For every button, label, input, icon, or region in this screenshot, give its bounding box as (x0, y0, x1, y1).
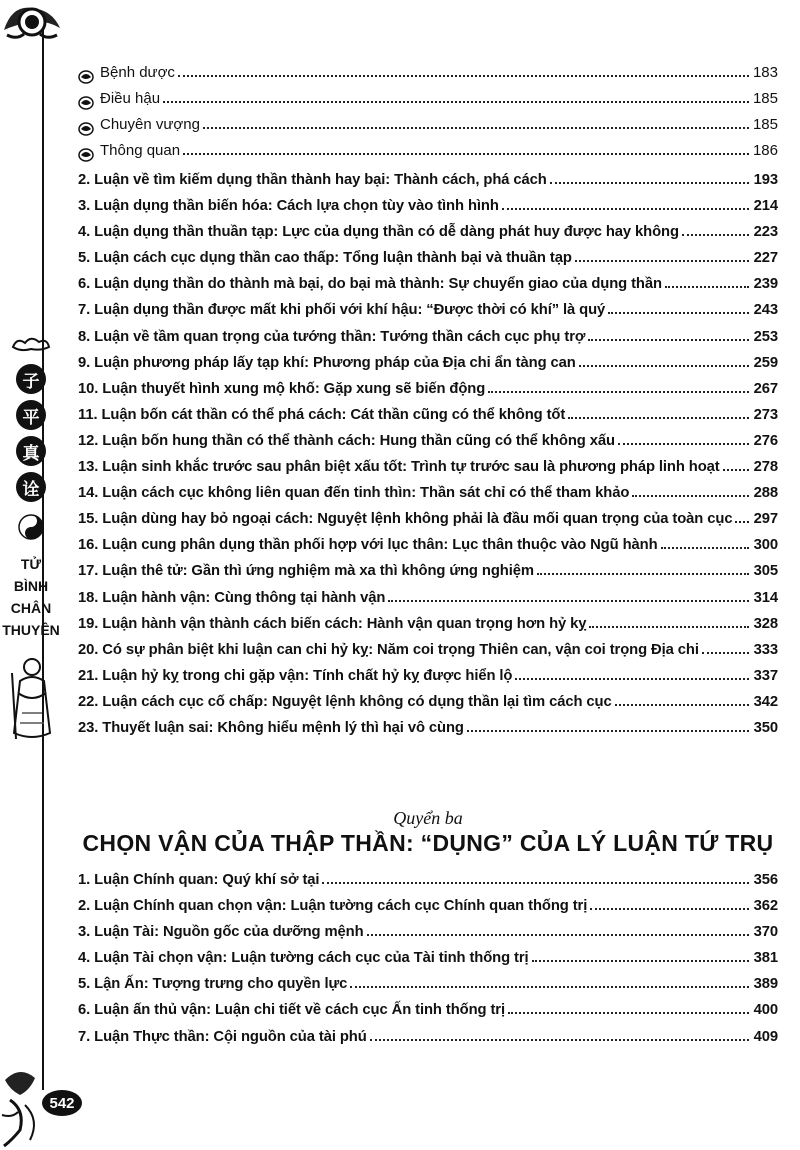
toc-entry-page: 267 (753, 380, 778, 397)
toc-entry-label: 17. Luận thê tử: Gần thì ứng nghiệm mà xa thì không ứng nghiệm (78, 563, 534, 580)
toc-entry-page: 350 (753, 719, 778, 736)
cloud-ornament-icon (11, 335, 51, 353)
toc-entry-page: 356 (753, 872, 778, 888)
dot-leader (537, 573, 749, 575)
toc-entry-page: 253 (753, 328, 778, 345)
toc-entry[interactable] (78, 276, 778, 302)
toc-entry[interactable] (78, 976, 778, 1002)
toc-entry-label: 7. Luận dụng thần được mất khi phối với khí hậu: “Được thời có khí” là quý (78, 302, 606, 319)
toc-entry[interactable] (78, 407, 778, 433)
toc-entry[interactable] (78, 250, 778, 276)
dot-leader (532, 960, 749, 962)
toc-part-entries (78, 872, 778, 1055)
toc-entry-page: 193 (753, 172, 778, 188)
toc-entry[interactable] (78, 924, 778, 950)
part-title: Quyển ba (393, 808, 463, 828)
dot-leader (615, 704, 749, 706)
toc-entry[interactable] (78, 355, 778, 381)
toc-entry-page: 223 (753, 224, 778, 241)
dot-leader (589, 626, 749, 628)
part-heading: CHỌN VẬN CỦA THẬP THẦN: “DỤNG” CỦA LÝ LUẬN TỨ TRỤ (82, 830, 774, 856)
toc-entry[interactable] (78, 302, 778, 328)
toc-entry-label: 6. Luận dụng thần do thành mà bại, do bại mà thành: Sự chuyển giao của dụng thần (78, 276, 662, 293)
toc-entry-label: 9. Luận phương pháp lấy tạp khí: Phương pháp của Địa chi ẩn tàng can (78, 354, 576, 371)
toc-entry-label: Chuyên vượng (100, 116, 200, 134)
toc-entry[interactable] (78, 720, 778, 746)
bullet-icon (78, 70, 94, 84)
dot-leader (488, 391, 749, 393)
side-char-3: 真 (16, 436, 46, 466)
toc-entry[interactable] (78, 329, 778, 355)
toc-entry[interactable] (78, 511, 778, 537)
sage-figure-icon (6, 653, 56, 743)
toc-entry-page: 400 (753, 1002, 778, 1019)
toc-entry[interactable] (78, 90, 778, 116)
toc-entry-label: 16. Luận cung phân dụng thần phối hợp với lục thân: Lục thân thuộc vào Ngũ hành (78, 537, 658, 554)
toc-entry[interactable] (78, 872, 778, 898)
dot-leader (502, 208, 749, 210)
side-char-2: 平 (16, 400, 46, 430)
toc-entry-label: 2. Luận về tìm kiếm dụng thần thành hay bại: Thành cách, phá cách (78, 172, 547, 188)
toc-entries (78, 172, 778, 746)
toc-entry-label: 3. Luận dụng thần biến hóa: Cách lựa chọn tùy vào tình hình (78, 198, 499, 215)
yin-yang-icon (18, 514, 44, 540)
toc-entry-page: 333 (753, 641, 778, 658)
toc-entry[interactable] (78, 668, 778, 694)
toc-entry-page: 362 (753, 898, 778, 915)
dot-leader (661, 547, 749, 549)
dot-leader (590, 908, 749, 910)
side-title (2, 335, 60, 748)
toc-entry-label: 3. Luận Tài: Nguồn gốc của dưỡng mệnh (78, 924, 364, 941)
toc-entry[interactable] (78, 616, 778, 642)
toc-entry[interactable] (78, 1002, 778, 1028)
toc-entry-label: Thông quan (100, 142, 181, 160)
dot-leader (322, 882, 749, 884)
toc-entry-label: 1. Luận Chính quan: Quý khí sở tại (78, 872, 320, 888)
page-number: 542 (42, 1090, 82, 1116)
toc-entry-page: 337 (753, 667, 778, 684)
toc-entry-label: 22. Luận cách cục cố chấp: Nguyệt lệnh không có dụng thần lại tìm cách cục (78, 693, 612, 710)
toc-entry[interactable] (78, 590, 778, 616)
bullet-icon (78, 122, 94, 136)
dot-leader (183, 153, 749, 155)
dot-leader (575, 260, 749, 262)
toc-entry[interactable] (78, 459, 778, 485)
dot-leader (508, 1012, 749, 1014)
toc-entry-page: 259 (753, 354, 778, 371)
toc-entry-page: 381 (753, 950, 778, 967)
toc-entry-label: 21. Luận hỷ kỵ trong chi gặp vận: Tính chất hỷ kỵ được hiển lộ (78, 667, 513, 684)
dot-leader (515, 678, 749, 680)
toc-entry-page: 273 (753, 406, 778, 423)
side-word-4: THUYÊN (2, 622, 60, 638)
toc-entry-page: 185 (752, 116, 778, 134)
toc-entry-label: 7. Luận Thực thần: Cội nguồn của tài phú (78, 1028, 367, 1045)
toc-entry-label: 8. Luận về tầm quan trọng của tướng thần: Tướng thần cách cục phụ trợ (78, 328, 586, 345)
toc-entry-page: 342 (753, 693, 778, 710)
toc-entry[interactable] (78, 172, 778, 198)
dot-leader (350, 986, 749, 988)
toc-entry[interactable] (78, 433, 778, 459)
dot-leader (388, 600, 749, 602)
toc-entry[interactable] (78, 694, 778, 720)
toc-entry[interactable] (78, 64, 778, 90)
toc-entry-page: 183 (752, 64, 778, 81)
dot-leader (682, 234, 749, 236)
toc-entry-page: 409 (753, 1028, 778, 1045)
toc-entry-label: 5. Lận Ấn: Tượng trưng cho quyền lực (78, 976, 348, 993)
toc-entry[interactable] (78, 485, 778, 511)
toc-entry-label: Điều hậu (100, 90, 161, 108)
dot-leader (568, 417, 749, 419)
dot-leader (588, 339, 749, 341)
toc-entry-label: 4. Luận Tài chọn vận: Luận tường cách cục của Tài tinh thống trị (78, 950, 529, 967)
toc-entry-page: 328 (753, 615, 778, 632)
toc-entry-page: 314 (753, 589, 778, 606)
toc-entry[interactable] (78, 116, 778, 142)
toc-entry-label: 12. Luận bốn hung thần có thể thành cách: Hung thần cũng có thể không xấu (78, 432, 615, 449)
toc-entry-label: 23. Thuyết luận sai: Không hiểu mệnh lý thì hại vô cùng (78, 719, 464, 736)
toc-entry-page: 305 (753, 563, 778, 580)
dot-leader (550, 182, 749, 184)
dot-leader (608, 312, 749, 314)
side-word-3: CHÂN (10, 600, 52, 616)
toc-entry-label: 4. Luận dụng thần thuần tạp: Lực của dụng thần có dễ dàng phát huy được hay không (78, 224, 679, 241)
side-char-1: 子 (16, 364, 46, 394)
dot-leader (367, 934, 749, 936)
toc-entry-label: 11. Luận bốn cát thần có thể phá cách: Cát thần cũng có thể không tốt (78, 406, 566, 423)
dot-leader (467, 730, 749, 732)
dot-leader (203, 127, 749, 129)
dot-leader (735, 521, 749, 523)
dot-leader (665, 286, 749, 288)
toc-entry-page: 227 (753, 250, 778, 267)
toc-entry[interactable] (78, 381, 778, 407)
toc-entry-page: 214 (753, 198, 778, 215)
toc-entry-label: 14. Luận cách cục không liên quan đến tinh thìn: Thần sát chỉ có thể tham khảo (78, 485, 630, 502)
toc-entry[interactable] (78, 537, 778, 563)
toc-entry[interactable] (78, 898, 778, 924)
dot-leader (163, 101, 749, 103)
dot-leader (579, 365, 749, 367)
toc-entry-label: 10. Luận thuyết hình xung mộ khố: Gặp xung sẽ biến động (78, 380, 486, 397)
toc-entry-label: 5. Luận cách cục dụng thần cao thấp: Tổng luận thành bại và thuần tạp (78, 250, 572, 267)
dot-leader (178, 75, 749, 77)
toc-entry[interactable] (78, 224, 778, 250)
side-word-2: BÌNH (13, 578, 49, 594)
toc-entry[interactable] (78, 642, 778, 668)
toc-entry[interactable] (78, 950, 778, 976)
side-word-1: TỬ (20, 556, 42, 572)
dot-leader (370, 1039, 749, 1041)
dot-leader (618, 443, 749, 445)
toc-entry[interactable] (78, 563, 778, 589)
dot-leader (723, 469, 749, 471)
toc-entry-page: 276 (753, 432, 778, 449)
toc-entry-label: Bệnh dược (100, 64, 175, 81)
dot-leader (702, 652, 749, 654)
toc-entry-page: 370 (753, 924, 778, 941)
toc-entry-page: 297 (753, 511, 778, 528)
bullet-icon (78, 148, 94, 162)
toc-entry-page: 278 (753, 459, 778, 476)
toc-entry-page: 243 (753, 302, 778, 319)
dragon-ornament-icon (2, 0, 62, 45)
toc-entry-label: 13. Luận sinh khắc trước sau phân biệt xấu tốt: Trình tự trước sau là phương pháp linh hoạt (78, 459, 720, 476)
toc-entry[interactable] (78, 1029, 778, 1055)
toc-entry-label: 2. Luận Chính quan chọn vận: Luận tường cách cục Chính quan thống trị (78, 898, 588, 915)
side-char-4: 诠 (16, 472, 46, 502)
toc-entry[interactable] (78, 198, 778, 224)
toc-entry-label: 6. Luận ấn thủ vận: Luận chi tiết về cách cục Ấn tinh thống trị (78, 1002, 505, 1019)
toc-entry-label: 19. Luận hành vận thành cách biến cách: Hành vận quan trọng hơn hỷ kỵ (78, 615, 587, 632)
toc-sub-items (78, 64, 778, 168)
toc-entry-page: 239 (753, 276, 778, 293)
toc-entry-page: 185 (752, 90, 778, 108)
dot-leader (632, 495, 749, 497)
toc-entry-page: 288 (753, 485, 778, 502)
toc-entry-page: 389 (753, 976, 778, 993)
toc-entry-label: 20. Có sự phân biệt khi luận can chi hỷ kỵ: Năm coi trọng Thiên can, vận coi trọng Địa chi (78, 641, 699, 658)
toc-entry[interactable] (78, 142, 778, 168)
toc-entry-page: 186 (752, 142, 778, 160)
toc-entry-label: 18. Luận hành vận: Cùng thông tại hành vận (78, 589, 386, 606)
toc-entry-page: 300 (753, 537, 778, 554)
bullet-icon (78, 96, 94, 110)
toc-entry-label: 15. Luận dùng hay bỏ ngoại cách: Nguyệt lệnh không phải là đầu mối quan trọng của toàn cục (78, 511, 733, 528)
